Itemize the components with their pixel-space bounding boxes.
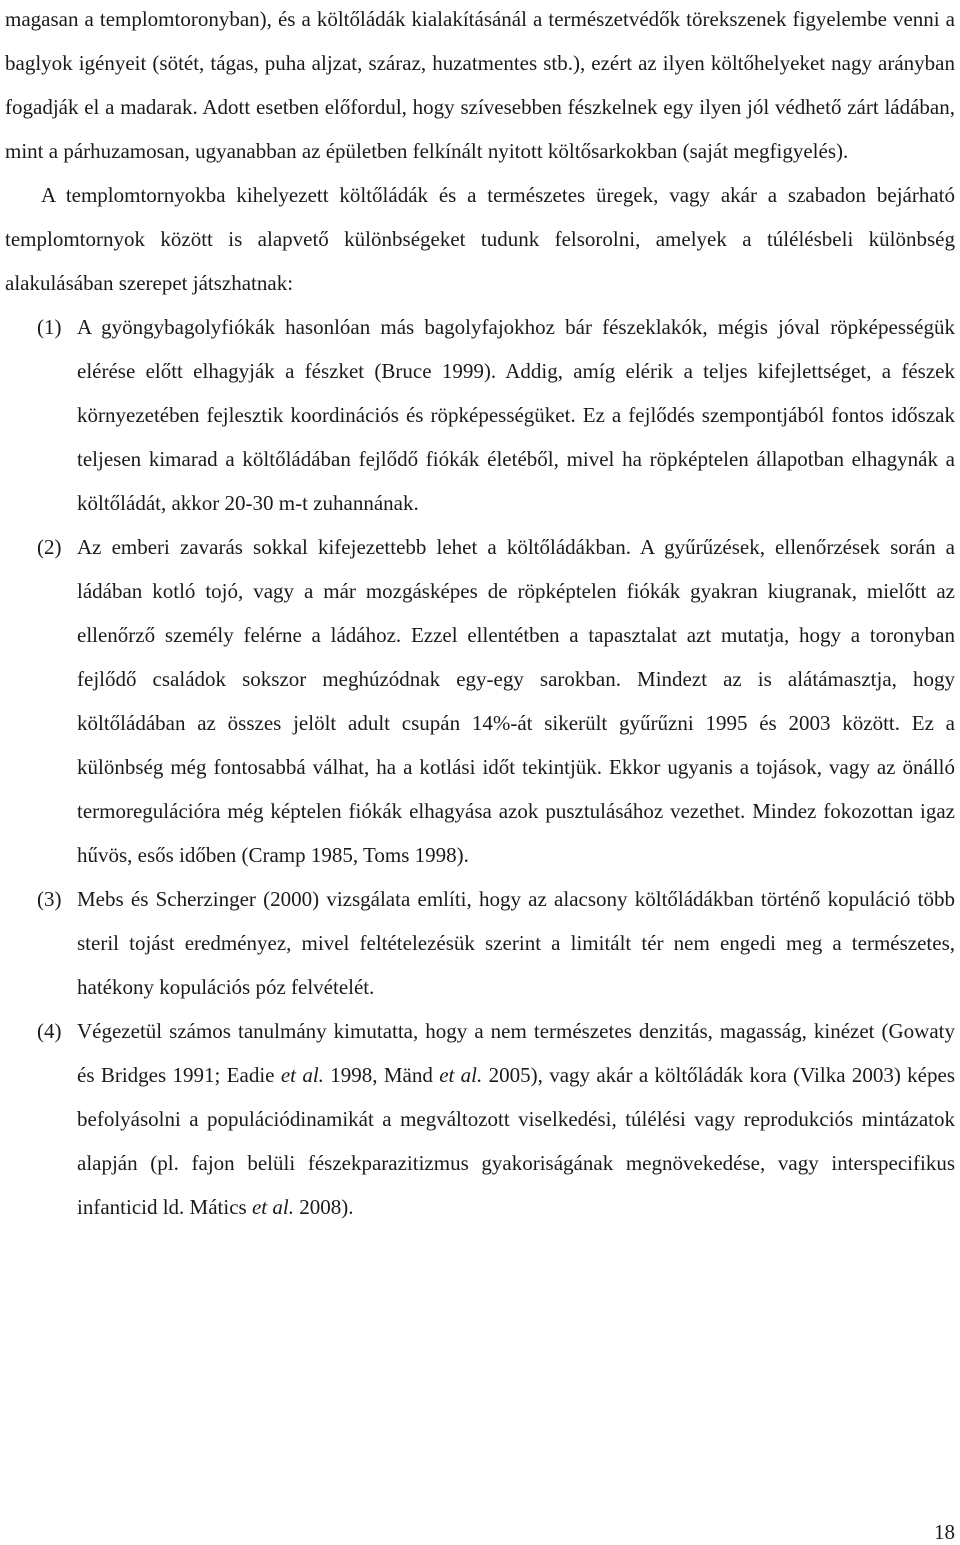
list-item-4: [5, 1009, 955, 1229]
citation-et-al: et al.: [280, 1063, 324, 1087]
list-item-2: [5, 525, 955, 877]
list-item-number: (1): [37, 315, 62, 339]
list-item-text: Mebs és Scherzinger (2000) vizsgálata említi, hogy az alacsony költőládákban történő kopuláció több steril tojást eredményez, mivel feltételezésük szerint a limitált tér nem engedi meg a természetes, hatékony kopulációs póz felvételét.: [77, 887, 955, 999]
list-item-text: 2005), vagy akár a költőládák kora (Vilka 2003) képes befolyásolni a populációdinamikát a megváltozott viselkedési, túlélési vagy reprodukciós mintázatok alapján (pl. fajon belüli fészekparazitizmus gyakoriságának megnövekedése, vagy interspecifikus infanticid ld. Mátics: [77, 1063, 956, 1219]
paragraph-1: magasan a templomtoronyban), és a költőládák kialakításánál a természetvédők törekszenek figyelembe venni a baglyok igényeit (sötét, tágas, puha aljzat, száraz, huzatmentes stb.), ezért az ilyen költőhelyeket nagy arányban fogadják el a madarak. Adott esetben előfordul, hogy szívesebben fészkelnek egy ilyen jól védhető zárt ládában, mint a párhuzamosan, ugyanabban az épületben felkínált nyitott költősarkokban (saját megfigyelés).: [5, 7, 955, 163]
list-item-number: (4): [37, 1019, 62, 1043]
body-text: [5, 0, 955, 1229]
numbered-list: [5, 305, 955, 1229]
list-item-3: [5, 877, 955, 1009]
list-item-text: A gyöngybagolyfiókák hasonlóan más bagolyfajokhoz bár fészeklakók, mégis jóval röpképességük elérése előtt elhagyják a fészket (Bruce 1999). Addig, amíg elérik a teljes kifejlettséget, a fészek környezetében fejlesztik koordinációs és röpképességüket. Ez a fejlődés szempontjából fontos időszak teljesen kimarad a költőládában fejlődő fiókák életéből, mivel ha röpképtelen állapotban elhagynák a költőládát, akkor 20-30 m-t zuhannának.: [77, 315, 955, 515]
list-item-text: Végezetül számos tanulmány kimutatta, hogy a nem természetes denzitás, magasság, kinézet (Gowaty és Bridges 1991; Eadie: [77, 1019, 955, 1087]
list-item-text: 2008).: [293, 1195, 354, 1219]
list-item-number: (3): [37, 887, 62, 911]
list-item-1: [5, 305, 955, 525]
paragraph-2: A templomtornyokba kihelyezett költőládák és a természetes üregek, vagy akár a szabadon bejárható templomtornyok között is alapvető különbségeket tudunk felsorolni, amelyek a túlélésbeli különbség alakulásában szerepet játszhatnak:: [5, 183, 955, 295]
list-item-text: Az emberi zavarás sokkal kifejezettebb lehet a költőládákban. A gyűrűzések, ellenőrzések során a ládában kotló tojó, vagy a már mozgásképes de röpképtelen fiókák gyakran kiugranak, mielőtt az ellenőrző személy felérne a ládához. Ezzel ellentétben a tapasztalat azt mutatja, hogy a toronyban fejlődő családok sokszor meghúzódnak egy-egy sarokban. Mindezt az is alátámasztja, hogy költőládában az összes jelölt adult csupán 14%-át sikerült gyűrűzni 1995 és 2003 között. Ez a különbség még fontosabbá válhat, ha a kotlási időt tekintjük. Ekkor ugyanis a tojások, vagy az önálló termoregulációra még képtelen fiókák elhagyása azok pusztulásához vezethet. Mindez fokozottan igaz hűvös, esős időben (Cramp 1985, Toms 1998).: [77, 535, 955, 867]
list-item-number: (2): [37, 535, 62, 559]
list-item-text: 1998, Mänd: [323, 1063, 440, 1087]
page-number: 18: [934, 1520, 955, 1544]
citation-et-al: et al.: [439, 1063, 483, 1087]
citation-et-al: et al.: [251, 1195, 294, 1219]
